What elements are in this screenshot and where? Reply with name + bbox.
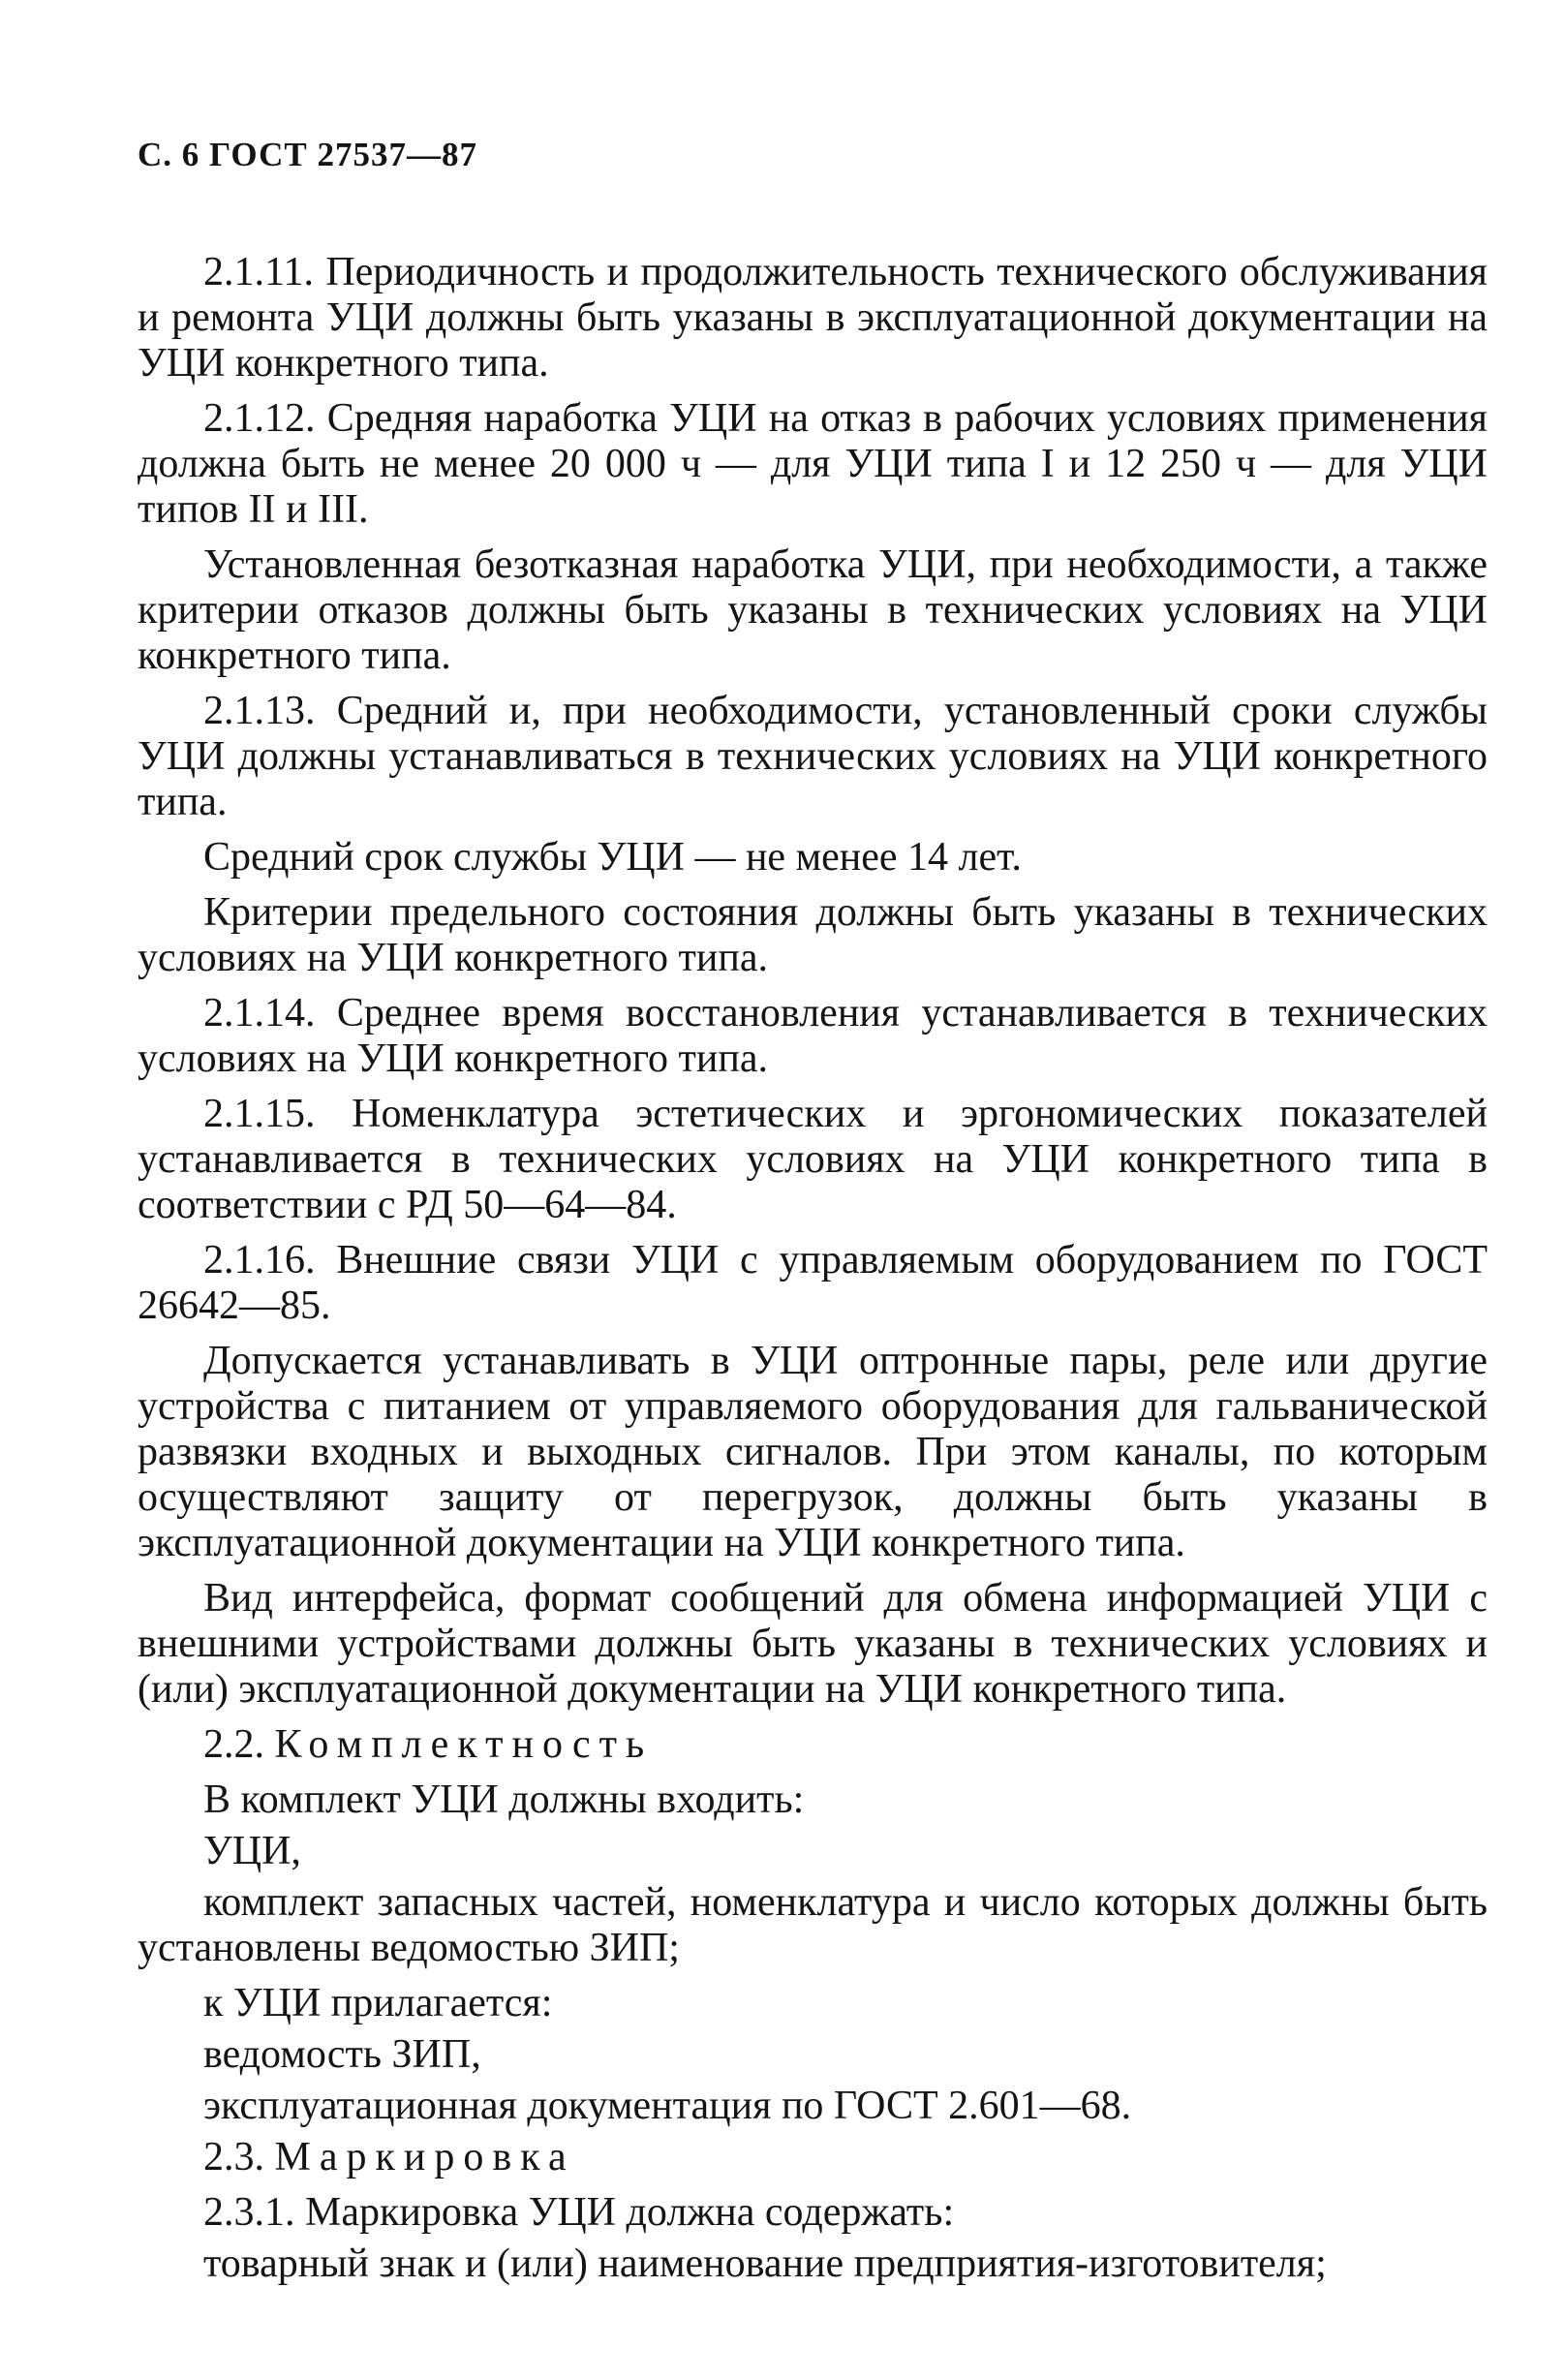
kit-attached-intro: к УЦИ прилагается:: [203, 1981, 553, 2025]
document-page: [138, 136, 1488, 2297]
section-number-2-3: 2.3.: [203, 2135, 264, 2179]
page-header: С. 6 ГОСТ 27537—87: [138, 136, 477, 173]
paragraph-2-1-12: 2.1.12. Средняя наработка УЦИ на отказ в рабочих условиях применения должна быть не менее 20 000 ч — для УЦИ типа I и 12 250 ч — для УЦИ типов II и III.: [138, 396, 1488, 532]
paragraph-limit-state: Критерии предельного состояния должны быть указаны в технических условиях на УЦИ конкретного типа.: [138, 890, 1488, 980]
kit-intro: В комплект УЦИ должны входить:: [203, 1777, 805, 1822]
paragraph-2-1-15: 2.1.15. Номенклатура эстетических и эргономических показателей устанавливается в технических условиях на УЦИ конкретного типа в соответствии с РД 50—64—84.: [138, 1092, 1488, 1227]
paragraph-2-3-1: 2.3.1. Маркировка УЦИ должна содержать:: [203, 2190, 955, 2235]
kit-item-zip-list: ведомость ЗИП,: [203, 2032, 481, 2077]
kit-item-documentation: эксплуатационная документация по ГОСТ 2.601—68.: [203, 2084, 1132, 2128]
section-heading-2-2: [138, 1722, 1488, 1768]
paragraph-reliability: Установленная безотказная наработка УЦИ, при необходимости, а также критерии отказов должны быть указаны в технических условиях на УЦИ конкретного типа.: [138, 542, 1488, 678]
section-heading-2-3: [138, 2135, 1488, 2180]
section-title-2-2: Комплектность: [274, 1722, 654, 1767]
paragraph-2-1-13: 2.1.13. Средний и, при необходимости, установленный сроки службы УЦИ должны устанавливаться в технических условиях на УЦИ конкретного типа.: [138, 689, 1488, 824]
paragraph-2-1-16: 2.1.16. Внешние связи УЦИ с управляемым оборудованием по ГОСТ 26642—85.: [138, 1238, 1488, 1328]
kit-item-uci: УЦИ,: [203, 1829, 301, 1873]
paragraph-service-life: Средний срок службы УЦИ — не менее 14 лет.: [203, 835, 1022, 880]
paragraph-interface: Вид интерфейса, формат сообщений для обмена информацией УЦИ с внешними устройствами должны быть указаны в технических условиях и (или) эксплуатационной документации на УЦИ конкретного типа.: [138, 1576, 1488, 1712]
kit-item-spare-parts: комплект запасных частей, номенклатура и число которых должны быть установлены ведомостью ЗИП;: [138, 1880, 1488, 1970]
section-number-2-2: 2.2.: [203, 1722, 264, 1767]
paragraph-2-1-14: 2.1.14. Среднее время восстановления устанавливается в технических условиях на УЦИ конкретного типа.: [138, 991, 1488, 1081]
marking-trademark: товарный знак и (или) наименование предприятия-изготовителя;: [203, 2241, 1327, 2286]
section-title-2-3: Маркировка: [274, 2135, 575, 2179]
paragraph-optocouplers: Допускается устанавливать в УЦИ оптронные пары, реле или другие устройства с питанием от управляемого оборудования для гальванической развязки входных и выходных сигналов. При этом каналы, по которым осуществляют защиту от перегрузок, должны быть указаны в эксплуатационной документации на УЦИ конкретного типа.: [138, 1339, 1488, 1565]
paragraph-2-1-11: 2.1.11. Периодичность и продолжительность технического обслуживания и ремонта УЦИ должны быть указаны в эксплуатационной документации на УЦИ конкретного типа.: [138, 250, 1488, 386]
